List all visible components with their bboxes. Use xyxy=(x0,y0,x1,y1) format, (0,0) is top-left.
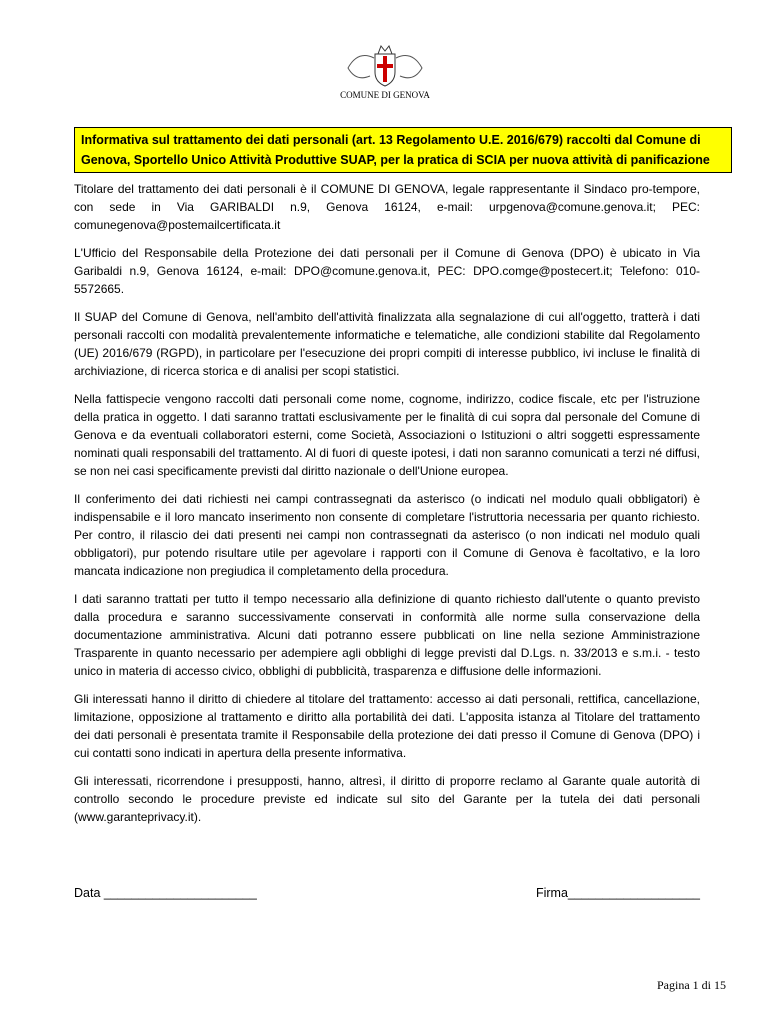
paragraph: Il conferimento dei dati richiesti nei campi contrassegnati da asterisco (o indicati nel modulo quali obbligatori) è indispensabile e il loro mancato inserimento non consente di completare l'istruttoria necessaria per quanto richiesto. Per contro, il rilascio dei dati presenti nei campi non contrassegnati da asterisco (o non indicati nel modulo quali obbligatori), pur potendo risultare utile per agevolare i rapporti con il Comune di Genova è facoltativo, e la loro mancata indicazione non pregiudica il completamento della procedura. xyxy=(74,492,700,578)
paragraph: Titolare del trattamento dei dati personali è il COMUNE DI GENOVA, legale rappresentante il Sindaco pro-tempore, con sede in Via GARIBALDI n.9, Genova 16124, e-mail: urpgenova@comune.genova.it; PEC: comunegenova@postemailcertificata.it xyxy=(74,182,700,232)
coat-of-arms-icon xyxy=(342,40,428,94)
paragraph: I dati saranno trattati per tutto il tempo necessario alla definizione di quanto richiesto dall'utente o quanto previsto dalla procedura e saranno successivamente conservati in conformità alle norme sulla conservazione della documentazione amministrativa. Alcuni dati potranno essere pubblicati on line nella sezione Amministrazione Trasparente in quanto necessario per adempiere agli obblighi di legge previsti dal D.Lgs. n. 33/2013 e s.m.i. - testo unico in materia di accesso civico, obblighi di pubblicità, trasparenza e diffusione delle informazioni. xyxy=(74,592,700,678)
paragraph: L'Ufficio del Responsabile della Protezione dei dati personali per il Comune di Genova (DPO) è ubicato in Via Garibaldi n.9, Genova 16124, e-mail: DPO@comune.genova.it, PEC: DPO.comge@postecert.it; Telefono: 010-5572665. xyxy=(74,246,700,296)
org-name: COMUNE DI GENOVA xyxy=(340,90,430,100)
paragraph: Il SUAP del Comune di Genova, nell'ambito dell'attività finalizzata alla segnalazione di cui all'oggetto, tratterà i dati personali raccolti con modalità prevalentemente informatiche e telematiche, alle condizioni stabilite dal Regolamento (UE) 2016/679 (RGPD), in particolare per l'esecuzione dei propri compiti di interesse pubblico, ivi incluse le finalità di archiviazione, di ricerca storica e di analisi per scopi statistici. xyxy=(74,310,700,378)
signature-field: Firma___________________ xyxy=(535,886,700,900)
paragraph: Gli interessati, ricorrendone i presupposti, hanno, altresì, il diritto di proporre reclamo al Garante quale autorità di controllo secondo le procedure previste ed indicate sul sito del Garante per la tutela dei dati personali (www.garanteprivacy.it). xyxy=(74,774,700,824)
signature-row xyxy=(74,886,700,900)
paragraph: Nella fattispecie vengono raccolti dati personali come nome, cognome, indirizzo, codice fiscale, etc per l'istruzione della pratica in oggetto. I dati saranno trattati esclusivamente per le finalità di cui sopra dal personale del Comune di Genova e da eventuali collaboratori esterni, come Società, Associazioni o Istituzioni o altri soggetti espressamente nominati quali responsabili del trattamento. Al di fuori di queste ipotesi, i dati non saranno comunicati a terzi né diffusi, se non nei casi specificamente previsti dal diritto nazionale o dell'Unione europea. xyxy=(74,392,700,478)
document-title: Informativa sul trattamento dei dati personali (art. 13 Regolamento U.E. 2016/679) raccolti dal Comune di Genova, Sportello Unico Attività Produttive SUAP, per la pratica di SCIA per nuova attività di panificazione xyxy=(74,127,732,173)
body-text xyxy=(74,180,700,836)
date-field: Data ______________________ xyxy=(74,886,257,900)
page-number: Pagina 1 di 15 xyxy=(657,978,726,992)
paragraph: Gli interessati hanno il diritto di chiedere al titolare del trattamento: accesso ai dati personali, rettifica, cancellazione, limitazione, opposizione al trattamento e diritto alla portabilità dei dati. L'apposita istanza al Titolare del trattamento dei dati personali è presentata tramite il Responsabile della protezione dei dati presso il Comune di Genova (DPO) i cui contatti sono indicati in apertura della presente informativa. xyxy=(74,692,700,760)
